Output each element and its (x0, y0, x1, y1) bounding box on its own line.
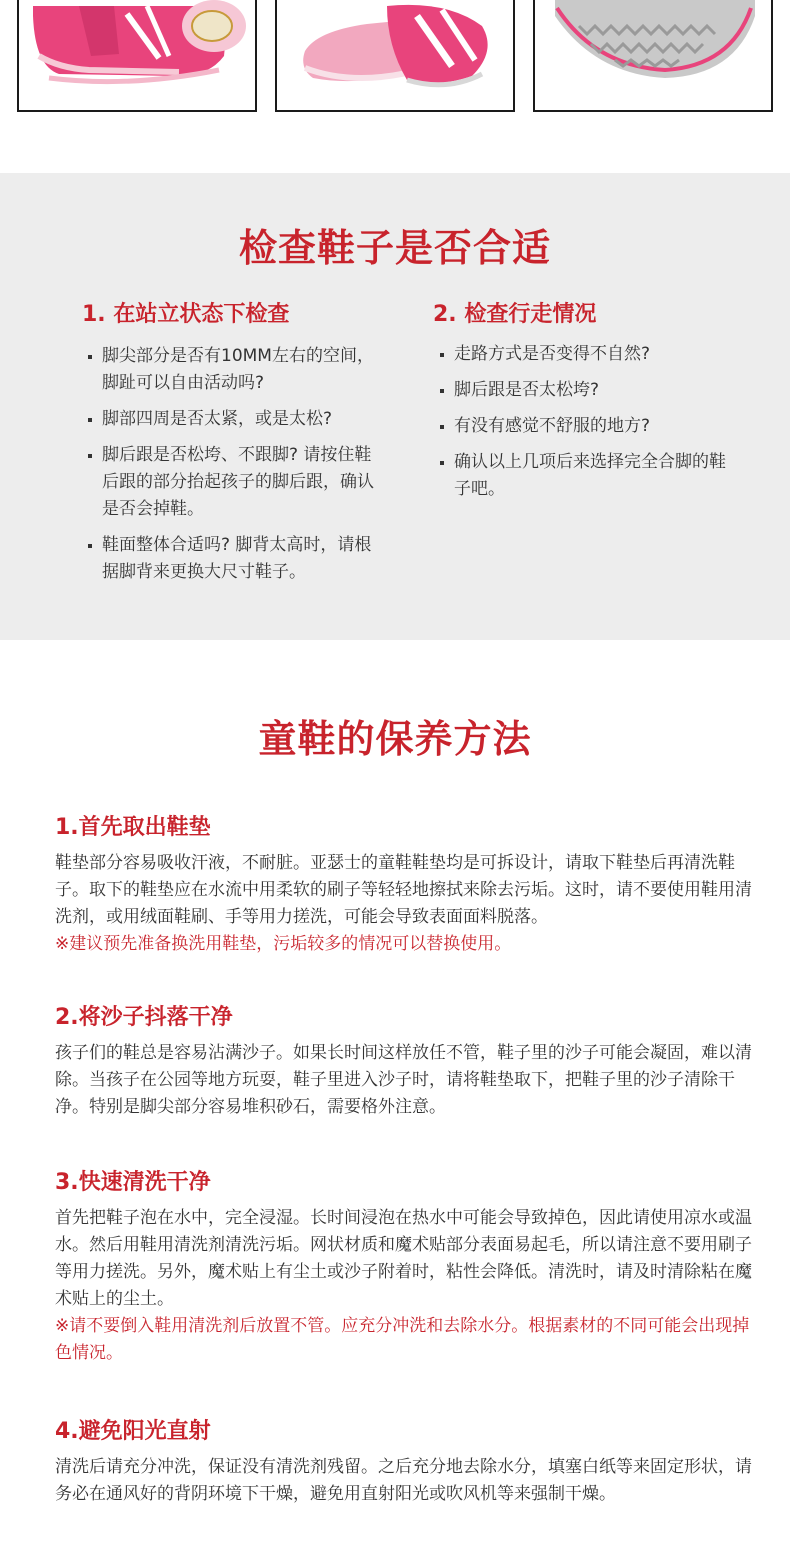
fit-check-section (0, 173, 790, 640)
list-item: 脚后跟是否松垮、不跟脚? 请按住鞋后跟的部分抬起孩子的脚后跟，确认是否会掉鞋。 (86, 442, 376, 523)
list-item: 脚尖部分是否有10MM左右的空间，脚趾可以自由活动吗? (86, 343, 376, 397)
step-body: 鞋垫部分容易吸收汗液，不耐脏。亚瑟士的童鞋鞋垫均是可拆设计，请取下鞋垫后再清洗鞋子。取下的鞋垫应在水流中用柔软的刷子等轻轻地擦拭来除去污垢。这时，请不要使用鞋用清洗剂，或用绒面鞋刷、手等用力搓洗，可能会导致表面面料脱落。 (55, 853, 752, 927)
list-item: 确认以上几项后来选择完全合脚的鞋子吧。 (438, 449, 728, 503)
standing-check-list (86, 343, 376, 595)
standing-check-heading: 1. 在站立状态下检查 (82, 302, 290, 327)
list-item: 有没有感觉不舒服的地方? (438, 413, 728, 440)
shoe-side-photo (17, 0, 257, 112)
shoe-pair-photo (275, 0, 515, 112)
care-title: 童鞋的保养方法 (258, 717, 532, 761)
step-heading: 2.将沙子抖落干净 (55, 1005, 233, 1030)
step-heading: 3.快速清洗干净 (55, 1170, 211, 1195)
step-heading: 1.首先取出鞋垫 (55, 815, 211, 840)
step-heading: 4.避免阳光直射 (55, 1419, 211, 1444)
care-step-avoid-sunlight (55, 1418, 765, 1508)
list-item: 脚后跟是否太松垮? (438, 377, 728, 404)
step-body: 孩子们的鞋总是容易沾满沙子。如果长时间这样放任不管，鞋子里的沙子可能会凝固，难以清除。当孩子在公园等地方玩耍，鞋子里进入沙子时，请将鞋垫取下，把鞋子里的沙子清除干净。特别是脚尖部分容易堆积砂石，需要格外注意。 (55, 1043, 752, 1117)
care-step-shake-sand (55, 1004, 765, 1121)
walking-check-list (438, 341, 728, 512)
list-item: 脚部四周是否太紧，或是太松? (86, 406, 376, 433)
step-body: 首先把鞋子泡在水中，完全浸湿。长时间浸泡在热水中可能会导致掉色，因此请使用凉水或温水。然后用鞋用清洗剂清洗污垢。网状材质和魔术贴部分表面易起毛，所以请注意不要用刷子等用力搓洗。另外，魔术贴上有尘土或沙子附着时，粘性会降低。清洗时，请及时清除粘在魔术贴上的尘土。 (55, 1208, 752, 1309)
fit-check-title: 检查鞋子是否合适 (238, 226, 551, 270)
step-note: ※请不要倒入鞋用清洗剂后放置不管。应充分冲洗和去除水分。根据素材的不同可能会出现掉色情况。 (55, 1316, 750, 1363)
step-body: 清洗后请充分冲洗，保证没有清洗剂残留。之后充分地去除水分，填塞白纸等来固定形状，请务必在通风好的背阴环境下干燥，避免用直射阳光或吹风机等来强制干燥。 (55, 1457, 752, 1504)
shoe-sole-photo (533, 0, 773, 112)
walking-check-heading: 2. 检查行走情况 (433, 302, 597, 327)
care-step-remove-insole (55, 814, 765, 958)
list-item: 走路方式是否变得不自然? (438, 341, 728, 368)
care-step-quick-wash (55, 1169, 765, 1367)
step-note: ※建议预先准备换洗用鞋垫，污垢较多的情况可以替换使用。 (55, 934, 512, 954)
product-photo-strip (0, 0, 790, 140)
list-item: 鞋面整体合适吗? 脚背太高时，请根据脚背来更换大尺寸鞋子。 (86, 532, 376, 586)
